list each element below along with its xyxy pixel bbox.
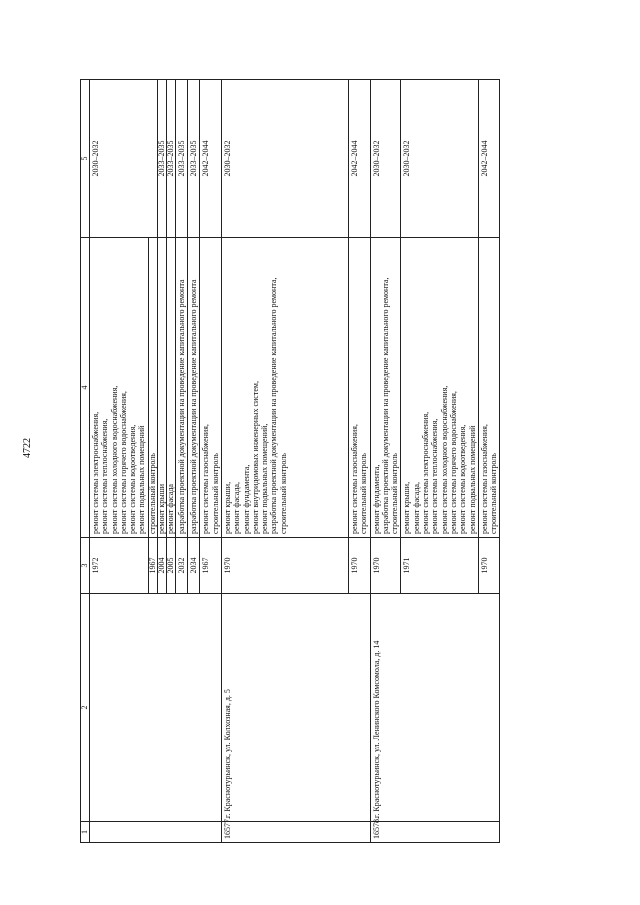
table-row (221, 80, 348, 843)
work-list: ремонт крыши, ремонт фасада, ремонт фундамента, ремонт внутридомовых инженерных систем, ремонт подвальных помещений, разработка проектной документации на проведение капитального ремонта, строительный контроль (221, 238, 348, 538)
period: 2033–2035 (157, 80, 166, 238)
table-row (90, 80, 149, 843)
year: 1967 (148, 538, 157, 594)
year: 1970 (478, 538, 500, 594)
year: 2005 (166, 538, 175, 594)
address: г. Краснотурьинск, ул. Ленинского Комсомола, д. 14 (370, 594, 500, 822)
period: 2033–2035 (166, 80, 175, 238)
period: 2042–2044 (348, 80, 370, 238)
header-row (81, 80, 90, 843)
row-number: 16578. (370, 822, 500, 843)
header-cell: 2 (81, 594, 90, 822)
period: 2042–2044 (478, 80, 500, 238)
work-list: ремонт системы электроснабжения, ремонт системы теплоснабжения, ремонт системы холодного водоснабжения, ремонт системы горячего водоснабжения, ремонт системы водоотведения, ремонт подвальных помещений (90, 238, 149, 538)
year: 1971 (401, 538, 478, 594)
work-list: ремонт системы газоснабжения, строительный контроль (478, 238, 500, 538)
year: 2032 (175, 538, 187, 594)
work-list: ремонт фундамента, разработка проектной документации на проведение капитального ремонта, строительный контроль (370, 238, 401, 538)
capital-repair-table (80, 79, 500, 843)
period: 2033–2035 (188, 80, 200, 238)
year: 1972 (90, 538, 149, 594)
period: 2030–2032 (90, 80, 158, 238)
header-cell: 5 (81, 80, 90, 238)
work-list: ремонт системы газоснабжения, строительный контроль (200, 238, 222, 538)
period: 2033–2035 (175, 80, 187, 238)
row-number: 16577. (221, 822, 370, 843)
header-cell: 1 (81, 822, 90, 843)
work-list: ремонт крыши, ремонт фасада, ремонт системы электроснабжения, ремонт системы теплоснабжения, ремонт системы холодного водоснабжения, ремонт системы горячего водоснабжения, ремонт системы водоотведения, ремонт подвальных помещений (401, 238, 478, 538)
work-list: ремонт крыши (157, 238, 166, 538)
rotated-table-container (80, 80, 499, 843)
year: 1970 (348, 538, 370, 594)
work-list: ремонт фасада (166, 238, 175, 538)
year: 2034 (188, 538, 200, 594)
year: 1970 (221, 538, 348, 594)
period: 2042–2044 (200, 80, 222, 238)
table-row (370, 80, 401, 843)
year: 1967 (200, 538, 222, 594)
address (90, 594, 222, 822)
year: 1970 (370, 538, 401, 594)
address: г. Краснотурьинск, ул. Колхозная, д. 5 (221, 594, 370, 822)
period: 2030–2032 (221, 80, 348, 238)
period: 2030–2032 (401, 80, 478, 238)
page-number: 4722 (22, 438, 33, 458)
row-number (90, 822, 222, 843)
work-list: разработка проектной документации на проведение капитального ремонта (188, 238, 200, 538)
header-cell: 3 (81, 538, 90, 594)
work-list: разработка проектной документации на проведение капитального ремонта (175, 238, 187, 538)
period: 2030–2032 (370, 80, 401, 238)
header-cell: 4 (81, 238, 90, 538)
work-list: ремонт системы газоснабжения, строительный контроль (348, 238, 370, 538)
year: 2004 (157, 538, 166, 594)
work-list: строительный контроль (148, 238, 157, 538)
